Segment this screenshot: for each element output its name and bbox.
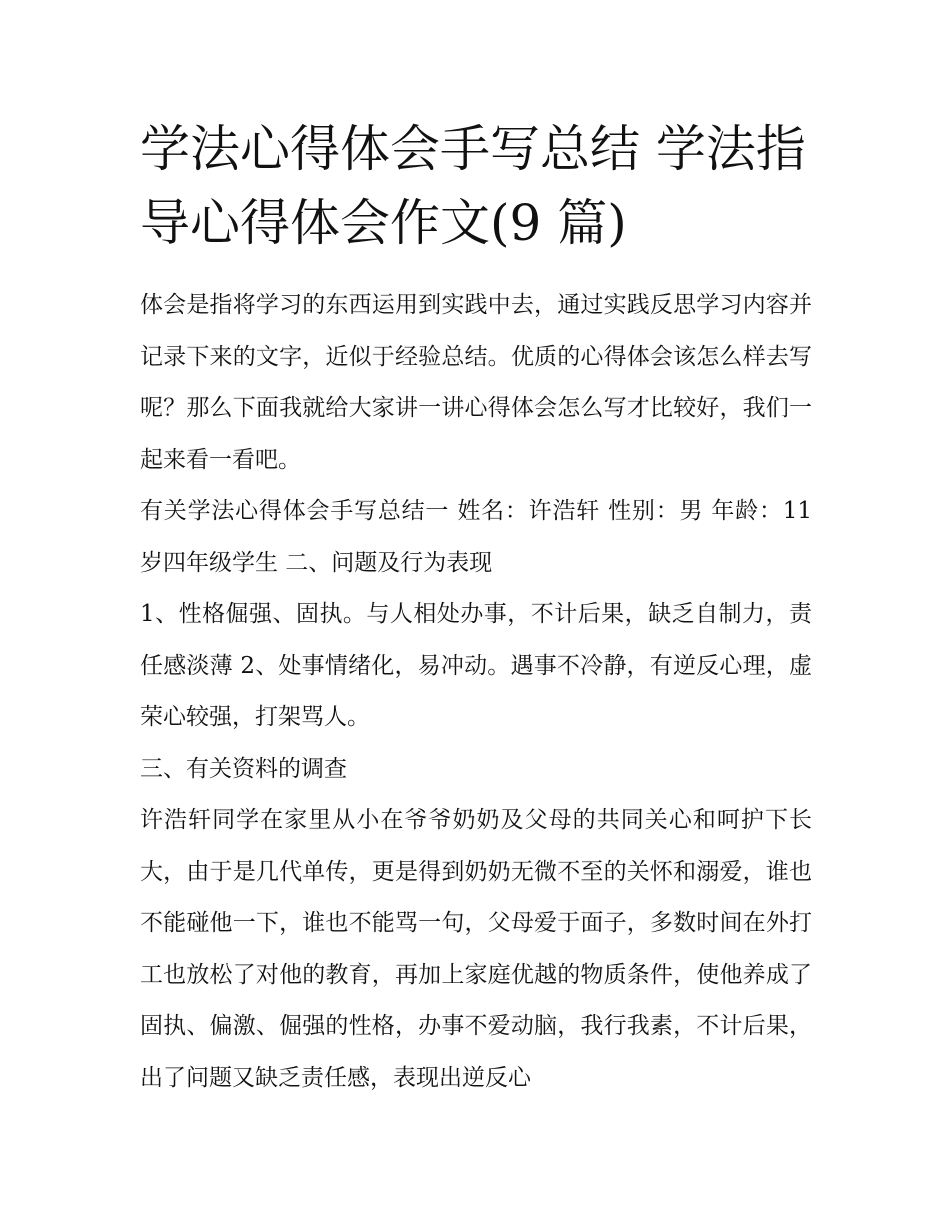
paragraph-background: 许浩轩同学在家里从小在爷爷奶奶及父母的共同关心和呵护下长大，由于是几代单传，更是得到奶奶无微不至的关怀和溺爱，谁也不能碰他一下，谁也不能骂一句，父母爱于面子，多数时间在外打工也放松了对他的教育，再加上家庭优越的物质条件，使他养成了固执、偏激、倔强的性格，办事不爱动脑，我行我素，不计后果，出了问题又缺乏责任感，表现出逆反心 xyxy=(140,807,812,1091)
paragraph-behavior: 1、性格倔强、固执。与人相处办事，不计后果，缺乏自制力，责任感淡薄 2、处事情绪化，易冲动。遇事不冷静，有逆反心理，虚荣心较强，打架骂人。 xyxy=(140,601,812,730)
document-body xyxy=(140,280,812,1104)
paragraph-intro: 体会是指将学习的东西运用到实践中去，通过实践反思学习内容并记录下来的文字，近似于经验总结。优质的心得体会该怎么样去写呢？那么下面我就给大家讲一讲心得体会怎么写才比较好，我们一起来看一看吧。 xyxy=(140,292,812,473)
document-title: 学法心得体会手写总结 学法指导心得体会作文(9 篇) xyxy=(140,120,806,252)
paragraph-section-heading: 三、有关资料的调查 xyxy=(140,755,347,782)
paragraph-personal-info: 有关学法心得体会手写总结一 姓名：许浩轩 性别：男 年龄：11 岁四年级学生 二、问题及行为表现 xyxy=(140,498,812,576)
